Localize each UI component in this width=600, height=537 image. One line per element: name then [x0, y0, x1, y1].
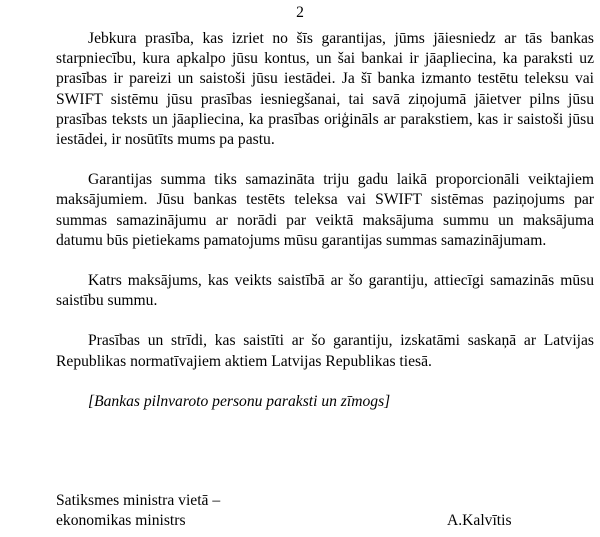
signatory-title-line2: ekonomikas ministrs — [56, 512, 186, 529]
paragraph-guarantee-reduction: Garantijas summa tiks samazināta triju gadu laikā proporcionāli veiktajiem maksājumiem. Jūsu bankas testēts teleksa vai SWIFT sistēmas paziņojums par summas samazinājumu ar norādi par veiktā maksājuma summu un maksājuma datumu būs pietiekams pamatojums mūsu garantijas summas samazinājumam. — [56, 171, 594, 249]
document-body — [56, 29, 594, 412]
paragraph-disputes: Prasības un strīdi, kas saistīti ar šo garantiju, izskatāmi saskaņā ar Latvijas Republikas normatīvajiem aktiem Latvijas Republikas tiesā. — [56, 332, 594, 370]
page-number: 2 — [296, 4, 304, 21]
signatory-title-line1: Satiksmes ministra vietā – — [56, 492, 221, 509]
signatory-name: A.Kalvītis — [447, 512, 512, 529]
paragraph-claims: Jebkura prasība, kas izriet no šīs garantijas, jūms jāiesniedz ar tās bankas starpniecību, kura apkalpo jūsu kontus, un šai bankai ir jāapliecina, ka paraksti uz prasības ir pareizi un saistoši jūsu iestādei. Ja šī banka izmanto testētu teleksu vai SWIFT sistēmu jūsu prasības iesniegšanai, tai savā ziņojumā jāietver pilns jūsu prasības teksts un jāapliecina, ka prasības oriģināls ar parakstiem, kas ir saistoši jūsu iestādei, ir nosūtīts mums pa pastu. — [56, 30, 594, 149]
signatory-block — [56, 491, 594, 531]
bank-signature-note: [Bankas pilnvaroto personu paraksti un zīmogs] — [88, 392, 391, 410]
paragraph-payments: Katrs maksājums, kas veikts saistībā ar šo garantiju, attiecīgi samazinās mūsu saistību summu. — [56, 272, 594, 310]
